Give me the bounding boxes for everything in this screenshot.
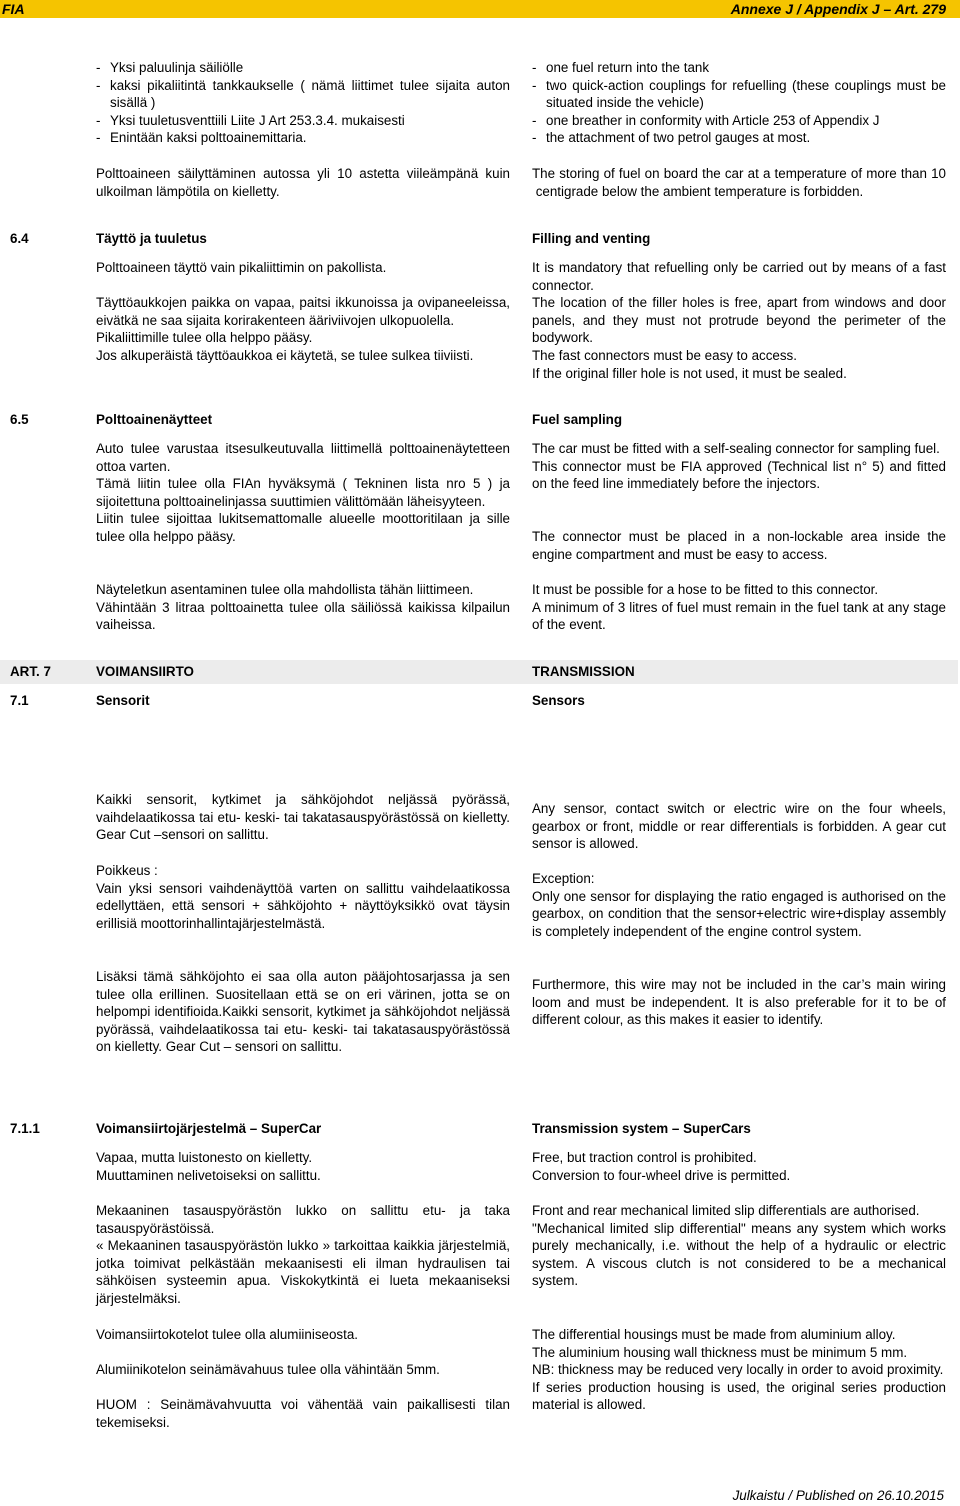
paragraph: Polttoaineen täyttö vain pikaliittimin on pakollista.	[96, 260, 387, 275]
sampling-paragraph-en-2	[532, 581, 946, 634]
fuel-lines-list-fi	[96, 59, 510, 147]
filling-paragraph-fi	[96, 294, 510, 364]
storing-text-en: The storing of fuel on board the car at a temperature of more than 10 centigrade below the ambient temperature is forbidden.	[532, 166, 946, 199]
header-right: Annexe J / Appendix J – Art. 279	[730, 1, 946, 17]
paragraph: If series production housing is used, the original series production material is allowed.	[532, 1379, 946, 1413]
section-title-en: Fuel sampling	[532, 412, 623, 427]
section-title-en: Filling and venting	[532, 231, 651, 246]
header-left: FIA	[2, 1, 25, 17]
paragraph: Only one sensor for displaying the ratio engaged is authorised on the gearbox, on condition that the sensor+electric wire+display assembly is completely independent of the engine control system.	[532, 888, 946, 939]
list-item: - the attachment of two petrol gauges at most.	[532, 129, 946, 147]
section-title-fi: Voimansiirtojärjestelmä – SuperCar	[96, 1121, 322, 1136]
storing-text-fi: Polttoaineen säilyttäminen autossa yli 10 astetta viileämpänä kuin ulkoilman lämpötila on kielletty.	[96, 166, 510, 199]
section-number: 7.1.1	[10, 1121, 40, 1136]
paragraph: Liitin tulee sijoittaa lukitsemattomalle alueelle moottoritilaan ja sille tulee olla helppo pääsy.	[96, 511, 510, 544]
paragraph: This connector must be FIA approved (Technical list n° 5) and fitted on the feed line immediately before the injectors.	[532, 458, 946, 492]
list-item: - one breather in conformity with Article 253 of Appendix J	[532, 112, 946, 130]
list-item: - two quick-action couplings for refuelling (these couplings must be situated inside the vehicle)	[532, 77, 946, 112]
paragraph: Näyteletkun asentaminen tulee olla mahdollista tähän liittimeen.	[96, 582, 474, 597]
paragraph: The differential housings must be made from aluminium alloy.	[532, 1327, 896, 1342]
paragraph: If the original filler hole is not used, it must be sealed.	[532, 365, 847, 381]
fuel-lines-list-en	[532, 59, 946, 147]
paragraph: Pikaliittimille tulee olla helppo pääsy.	[96, 330, 313, 346]
transmission-paragraph-en-2	[532, 1202, 946, 1290]
article-title-fi: VOIMANSIIRTO	[96, 664, 194, 679]
paragraph: Conversion to four-wheel drive is permitted.	[532, 1167, 791, 1183]
paragraph: A minimum of 3 litres of fuel must remain in the fuel tank at any stage of the event.	[532, 599, 946, 633]
section-title-fi: Sensorit	[96, 693, 150, 708]
paragraph: The location of the filler holes is free, apart from windows and door panels, and they must not protrude beyond the perimeter of the bodywork.	[532, 295, 946, 346]
section-title-en: Transmission system – SuperCars	[532, 1121, 751, 1136]
paragraph: Free, but traction control is prohibited.	[532, 1150, 757, 1165]
sensors-paragraph-fi-3: Lisäksi tämä sähköjohto ei saa olla auton pääjohtosarjassa ja sen tulee olla erillinen. Suositellaan että se on eri värinen, jotta se on helpompi identifioida.Kaikki sensorit, kytkimet ja sähköjohdot neljässä pyörässä, vaihdelaatikossa tai etu- keski- tai takatasauspyörästössä on kielletty. Gear Cut – sensori on sallittu.	[96, 969, 510, 1055]
paragraph: Vapaa, mutta luistonesto on kielletty.	[96, 1150, 313, 1165]
transmission-paragraph-fi-4: Alumiinikotelon seinämävahuus tulee olla vähintään 5mm.	[96, 1362, 440, 1377]
paragraph: The fast connectors must be easy to access.	[532, 347, 797, 363]
list-item: - Enintään kaksi polttoainemittaria.	[96, 129, 510, 147]
sampling-paragraph-fi	[96, 440, 510, 546]
list-item: - Yksi paluulinja säiliölle	[96, 59, 510, 77]
paragraph: "Mechanical limited slip differential" means any system which works purely mechanically, i.e. without the help of a hydraulic or electric system. A viscous clutch is not considered to be a mechanical system.	[532, 1220, 946, 1289]
section-title-fi: Polttoainenäytteet	[96, 412, 213, 427]
sampling-paragraph-en	[532, 440, 946, 493]
paragraph: The connector must be placed in a non-lockable area inside the engine compartment and must be easy to access.	[532, 529, 946, 562]
list-item: - kaksi pikaliitintä tankkaukselle ( nämä liittimet tulee sijaita auton sisällä )	[96, 77, 510, 112]
section-number: 6.4	[10, 231, 29, 246]
sensors-paragraph-fi-1: Kaikki sensorit, kytkimet ja sähköjohdot neljässä pyörässä, vaihdelaatikossa tai etu- keski- tai takatasauspyörästössä on kielletty. Gear Cut –sensori on sallittu.	[96, 792, 510, 843]
paragraph: « Mekaaninen tasauspyörästön lukko » tarkoittaa kaikkia järjestelmiä, jotka toimivat pelkästään mekaanisesti eli ilman hydraulisen tai sähköisen systeemin apua. Viskokytkintä ei lueta mekaaniseksi järjestelmäksi.	[96, 1238, 510, 1306]
transmission-paragraph-fi-3: Voimansiirtokotelot tulee olla alumiiniseosta.	[96, 1327, 358, 1342]
paragraph: Vain yksi sensori vaihdenäyttöä varten on sallittu vaihdelaatikossa edellyttäen, että sensori + sähköjohto + näyttöyksikkö ovat täysin erillisiä moottorinhallintajärjestelmästä.	[96, 880, 510, 931]
paragraph: Vähintään 3 litraa polttoainetta tulee olla säiliössä kaikissa kilpailun vaiheissa.	[96, 599, 510, 633]
transmission-paragraph-en-1	[532, 1149, 946, 1184]
transmission-paragraph-fi-2	[96, 1202, 510, 1308]
transmission-paragraph-fi-1	[96, 1149, 510, 1184]
section-number: 7.1	[10, 693, 29, 708]
section-title-en: Sensors	[532, 693, 585, 708]
list-item: - Yksi tuuletusventtiili Liite J Art 253.3.4. mukaisesti	[96, 112, 510, 130]
paragraph: Jos alkuperäistä täyttöaukkoa ei käytetä, se tulee sulkea tiiviisti.	[96, 347, 474, 363]
list-item: - one fuel return into the tank	[532, 59, 946, 77]
paragraph: Täyttöaukkojen paikka on vapaa, paitsi ikkunoissa ja ovipaneeleissa, eivätkä ne saa sijaita korirakenteen ääriviivojen ulkopuolella.	[96, 295, 510, 328]
sensors-paragraph-en-3: Furthermore, this wire may not be included in the car’s main wiring loom and must be independent. It is also preferable for it to be of different colour, as this makes it easier to identify.	[532, 977, 946, 1028]
section-title-fi: Täyttö ja tuuletus	[96, 231, 207, 246]
sensors-paragraph-fi-2	[96, 862, 510, 932]
section-number: 6.5	[10, 412, 29, 427]
paragraph: The car must be fitted with a self-sealing connector for sampling fuel.	[532, 441, 940, 456]
paragraph: The aluminium housing wall thickness must be minimum 5 mm.	[532, 1344, 908, 1360]
paragraph: Auto tulee varustaa itsesulkeutuvalla liittimellä polttoainenäytetteen ottoa varten.	[96, 441, 510, 474]
paragraph: Mekaaninen tasauspyörästön lukko on sallittu etu- ja taka tasauspyörästöissä.	[96, 1203, 510, 1236]
paragraph: Poikkeus :	[96, 863, 158, 878]
article-number: ART. 7	[10, 664, 51, 679]
sensors-paragraph-en-1: Any sensor, contact switch or electric wire on the four wheels, gearbox or front, middle or rear differentials is forbidden. A gear cut sensor is allowed.	[532, 801, 946, 852]
publication-footer: Julkaistu / Published on 26.10.2015	[732, 1488, 944, 1503]
transmission-paragraph-en-3	[532, 1326, 946, 1414]
article-title-en: TRANSMISSION	[532, 664, 635, 679]
transmission-paragraph-fi-5: HUOM : Seinämävahvuutta voi vähentää vain paikallisesti tilan tekemiseksi.	[96, 1397, 510, 1430]
sampling-paragraph-fi-2	[96, 581, 510, 634]
filling-paragraph-en	[532, 259, 946, 382]
sensors-paragraph-en-2	[532, 870, 946, 940]
paragraph: Front and rear mechanical limited slip differentials are authorised.	[532, 1203, 920, 1218]
page-header	[0, 0, 960, 18]
paragraph: NB: thickness may be reduced very locally in order to avoid proximity.	[532, 1362, 944, 1378]
paragraph: Muuttaminen nelivetoiseksi on sallittu.	[96, 1167, 321, 1183]
paragraph: It is mandatory that refuelling only be carried out by means of a fast connector.	[532, 260, 946, 293]
paragraph: Exception:	[532, 871, 595, 886]
paragraph: Tämä liitin tulee olla FIAn hyväksymä ( Tekninen lista nro 5 ) ja sijoitettuna polttoainelinjassa suuttimien välittömään läheisyyteen.	[96, 476, 510, 509]
paragraph: It must be possible for a hose to be fitted to this connector.	[532, 582, 879, 597]
